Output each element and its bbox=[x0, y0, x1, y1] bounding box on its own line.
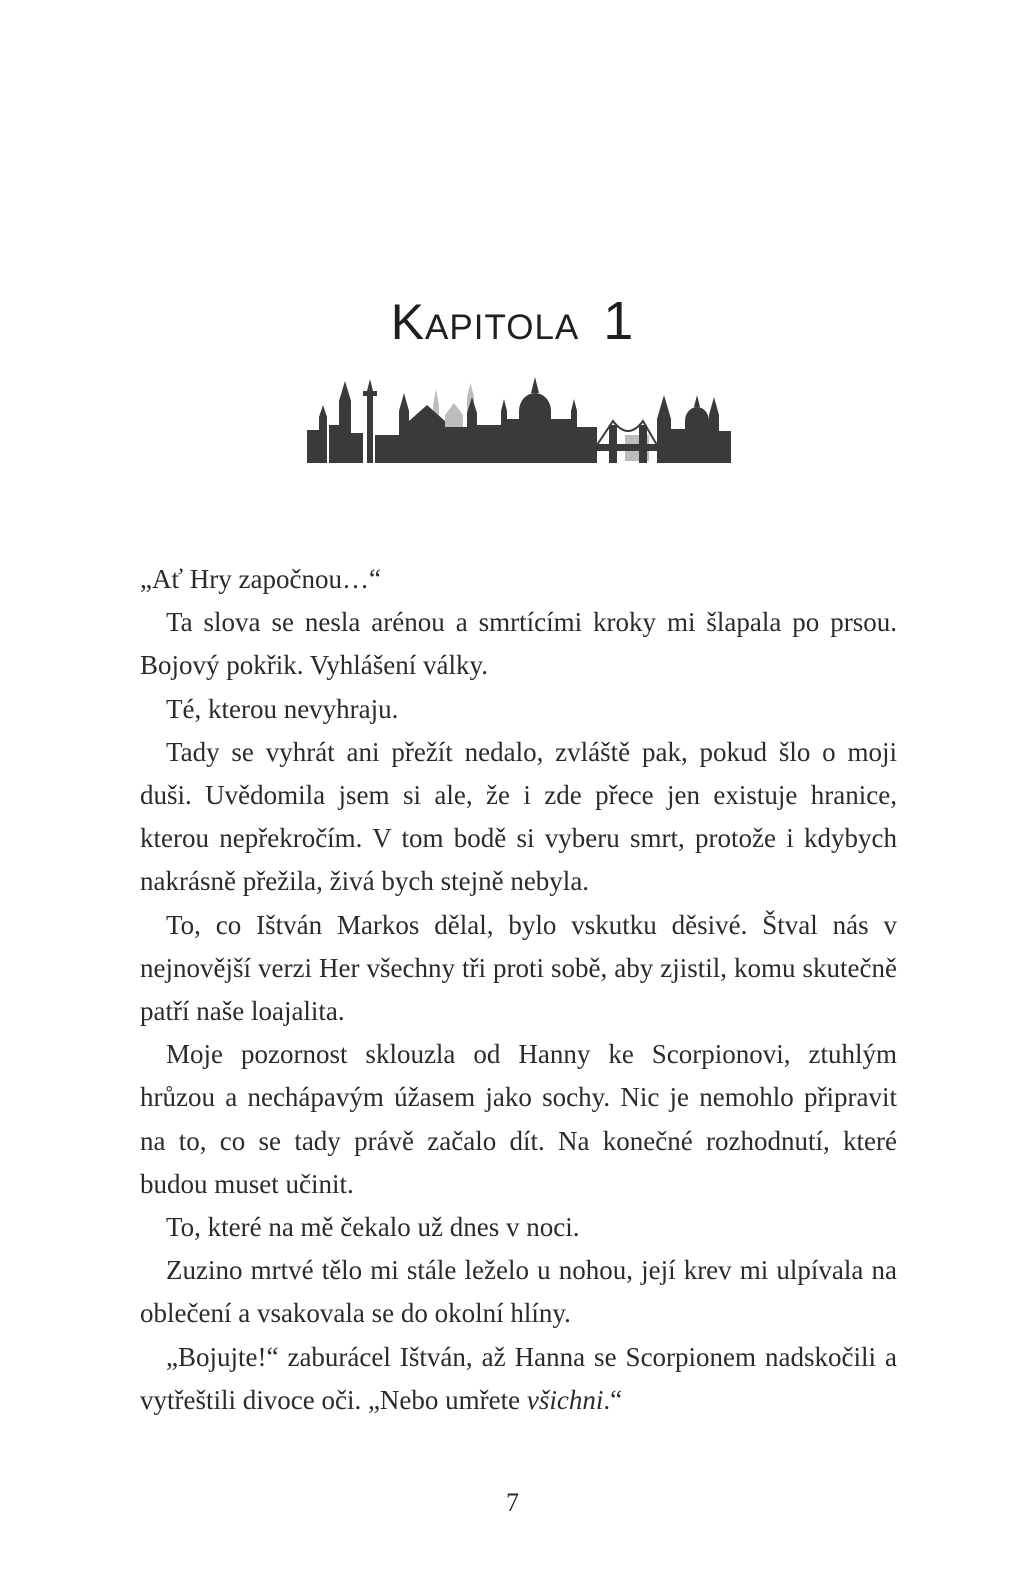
emphasis-text: všichni bbox=[526, 1384, 604, 1415]
chapter-heading bbox=[0, 290, 1025, 352]
paragraph: Té, kterou nevyhraju. bbox=[166, 693, 399, 724]
city-skyline-icon bbox=[305, 375, 731, 465]
paragraph: To, které na mě čekalo už dnes v noci. bbox=[166, 1212, 580, 1243]
paragraph bbox=[140, 1336, 897, 1422]
paragraph: Ta slova se nesla arénou a smrtícími kroky mi šlapala po prsou. Bojový pokřik. Vyhlášení války. bbox=[140, 607, 897, 681]
chapter-label: Kapitola bbox=[390, 294, 580, 350]
paragraph: To, co Ištván Markos dělal, bylo vskutku děsivé. Štval nás v nejnovější verzi Her všechny tři proti sobě, aby zjistil, komu skutečně patří naše loajalita. bbox=[140, 909, 897, 1027]
page-number: 7 bbox=[506, 1488, 519, 1517]
paragraph-text-end: .“ bbox=[603, 1384, 623, 1415]
paragraph: Zuzino mrtvé tělo mi stále leželo u nohou, její krev mi ulpívala na oblečení a vsakovala se do okolní hlíny. bbox=[140, 1255, 897, 1329]
chapter-text bbox=[140, 558, 897, 1422]
paragraph: Moje pozornost sklouzla od Hanny ke Scorpionovi, ztuhlým hrůzou a nechápavým úžasem jako sochy. Nic je nemohlo připravit na to, co se tady právě začalo dít. Na konečné rozhodnutí, které budou muset učinit. bbox=[140, 1039, 897, 1199]
paragraph: „Ať Hry započnou…“ bbox=[140, 564, 381, 594]
chapter-number: 1 bbox=[603, 291, 635, 351]
paragraph: Tady se vyhrát ani přežít nedalo, zvláště pak, pokud šlo o moji duši. Uvědomila jsem si ale, že i zde přece jen existuje hranice, kterou nepřekročím. V tom bodě si vyberu smrt, protože i kdybych nakrásně přežila, živá bych stejně nebyla. bbox=[140, 736, 897, 897]
paragraph-text: „Bojujte!“ zaburácel Ištván, až Hanna se Scorpionem nadskočili a vytřeštili divoce oči. „Nebo umřete bbox=[140, 1341, 897, 1415]
